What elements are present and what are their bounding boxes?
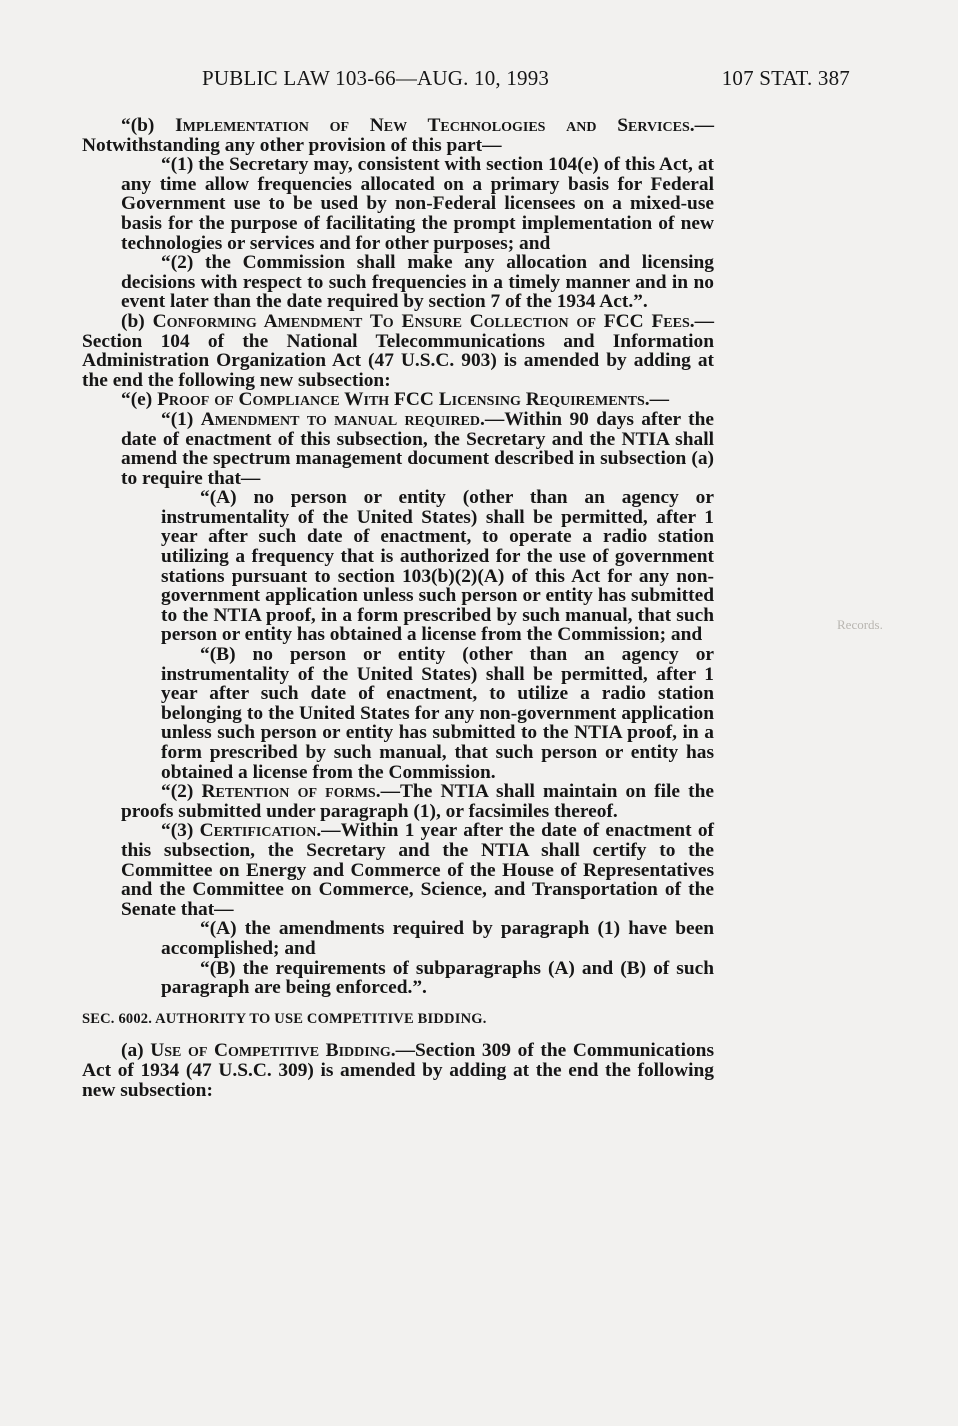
- paragraph-heading: Proof of Compliance With FCC Licensing Requirements: [157, 389, 645, 411]
- paragraph-1-manual: “(1) Amendment to manual required.—Within 90 days after the date of enactment of this subsection, the Secretary and the NTIA shall amend the spectrum management document described in subsection (a) to require that—: [121, 408, 714, 489]
- document-body: [82, 116, 714, 1100]
- paragraph-e-proof: “(e) Proof of Compliance With FCC Licensing Requirements.—: [121, 389, 670, 411]
- paragraph-a-amendments: “(A) the amendments required by paragraph (1) have been accomplished; and: [161, 918, 714, 959]
- margin-note: Records.: [837, 617, 883, 632]
- paragraph-2-retention: “(2) Retention of forms.—The NTIA shall maintain on file the proofs submitted under paragraph (1), or facsimiles thereof.: [121, 781, 715, 822]
- paragraph-a-operate: “(A) no person or entity (other than an agency or instrumentality of the United States) shall be permitted, after 1 year after such date of enactment, to operate a radio station utilizing a frequency that is authorized for the use of government stations pursuant to section 103(b)(2)(A) of this Act for any non-government application unless such person or entity has submitted to the NTIA proof, in a form prescribed by such manual, that such person or entity has obtained a license from the Commission; and: [161, 487, 714, 646]
- paragraph-heading: Amendment to manual required: [200, 408, 480, 430]
- section-heading: SEC. 6002. AUTHORITY TO USE COMPETITIVE BIDDING.: [82, 1010, 487, 1027]
- paragraph-2-commission: “(2) the Commission shall make any allocation and licensing decisions with respect to such frequencies in a timely manner and in no event later than the date required by section 7 of the 1934 Act.”.: [121, 252, 714, 313]
- paragraph-heading: Implementation of New Technologies and Services: [175, 115, 690, 136]
- paragraph-b-implementation: “(b) Implementation of New Technologies and Services.—Notwithstanding any other provision of this part—: [82, 115, 714, 156]
- paragraph-a-competitive-bidding: (a) Use of Competitive Bidding.—Section 309 of the Communications Act of 1934 (47 U.S.C. 309) is amended by adding at the end the following new subsection:: [82, 1040, 714, 1101]
- paragraph-3-certification: “(3) Certification.—Within 1 year after the date of enactment of this subsection, the Secretary and the NTIA shall certify to the Committee on Energy and Commerce of the House of Representatives and the Committee on Commerce, Science, and Transportation of the Senate that—: [121, 820, 714, 920]
- paragraph-b-utilize: “(B) no person or entity (other than an agency or instrumentality of the United States) shall be permitted, after 1 year after such date of enactment, to utilize a radio station belonging to the United States for any non-government application unless such person or entity has submitted to the NTIA proof, in a form prescribed by such manual, that such person or entity has obtained a license from the Commission.: [161, 644, 714, 783]
- header-stat-page: 107 STAT. 387: [721, 66, 850, 90]
- paragraph-b-requirements: “(B) the requirements of subparagraphs (A) and (B) of such paragraph are being enforced.”.: [161, 957, 714, 999]
- page-header: [202, 66, 850, 94]
- paragraph-b-conforming: (b) Conforming Amendment To Ensure Collection of FCC Fees.—Section 104 of the National Telecommunications and Information Administration Organization Act (47 U.S.C. 903) is amended by adding at the end the following new subsection:: [82, 310, 715, 391]
- paragraph-heading: Retention of forms: [201, 781, 376, 803]
- paragraph-heading: Certification: [199, 820, 317, 842]
- paragraph-heading: Use of Competitive Bidding: [150, 1040, 391, 1062]
- paragraph-1-secretary: “(1) the Secretary may, consistent with section 104(e) of this Act, at any time allow frequencies allocated on a primary basis for Federal Government use to be used by non-Federal licensees on a mixed-use basis for the purpose of facilitating the prompt implementation of new technologies or services and for other purposes; and: [121, 154, 714, 254]
- header-law-date: PUBLIC LAW 103-66—AUG. 10, 1993: [202, 66, 550, 90]
- paragraph-heading: Conforming Amendment To Ensure Collection of FCC Fees: [152, 310, 690, 332]
